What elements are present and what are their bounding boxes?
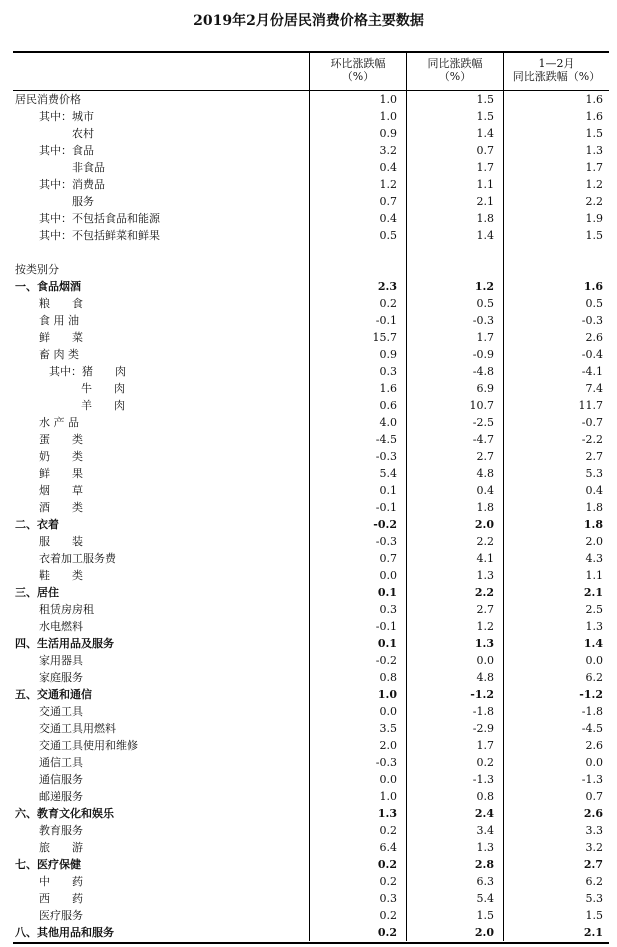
cell-mom: 0.2 bbox=[379, 297, 397, 310]
cell-mom: 2.0 bbox=[379, 739, 397, 752]
cell-yoy: 1.5 bbox=[476, 110, 494, 123]
spacer-row bbox=[13, 244, 609, 261]
cell-mom: 0.1 bbox=[379, 484, 397, 497]
cell-mom: 0.0 bbox=[379, 773, 397, 786]
cpi-table bbox=[13, 51, 609, 941]
table-row bbox=[13, 448, 609, 465]
row-label: 酒 类 bbox=[39, 501, 83, 514]
cell-ytd: -1.2 bbox=[579, 688, 603, 701]
cell-yoy: 2.2 bbox=[476, 535, 494, 548]
cell-mom: 6.4 bbox=[379, 841, 397, 854]
cell-mom: 0.1 bbox=[377, 586, 397, 599]
cell-ytd: 1.5 bbox=[585, 229, 603, 242]
cell-yoy: 2.0 bbox=[474, 926, 494, 939]
table-row bbox=[13, 227, 609, 244]
cell-mom: -4.5 bbox=[375, 433, 397, 446]
cell-yoy: 1.1 bbox=[476, 178, 494, 191]
table-row bbox=[13, 125, 609, 142]
cell-mom: -0.1 bbox=[375, 620, 397, 633]
cell-yoy: -1.2 bbox=[470, 688, 494, 701]
cell-yoy: 0.5 bbox=[476, 297, 494, 310]
table-row bbox=[13, 567, 609, 584]
cell-yoy: 1.3 bbox=[476, 569, 494, 582]
cell-yoy: 2.7 bbox=[476, 450, 494, 463]
cell-ytd: 1.5 bbox=[585, 909, 603, 922]
row-label: 居民消费价格 bbox=[15, 93, 81, 106]
cell-yoy: 2.2 bbox=[474, 586, 494, 599]
table-row bbox=[13, 839, 609, 856]
cell-mom: 0.2 bbox=[377, 858, 397, 871]
cell-ytd: 11.7 bbox=[578, 399, 603, 412]
table-row bbox=[13, 737, 609, 754]
cell-mom: -0.1 bbox=[375, 314, 397, 327]
cell-ytd: -4.5 bbox=[581, 722, 603, 735]
row-label: 非食品 bbox=[72, 161, 105, 174]
cell-mom: 0.2 bbox=[377, 926, 397, 939]
table-row bbox=[13, 720, 609, 737]
cell-mom: 1.0 bbox=[377, 688, 397, 701]
row-label: 衣着加工服务费 bbox=[39, 552, 116, 565]
table-row bbox=[13, 193, 609, 210]
header-yoy bbox=[406, 53, 503, 90]
table-row bbox=[13, 771, 609, 788]
header-mom bbox=[309, 53, 406, 90]
table-row bbox=[13, 142, 609, 159]
cell-mom: 1.6 bbox=[379, 382, 397, 395]
cell-ytd: 1.1 bbox=[585, 569, 603, 582]
cell-mom: 0.7 bbox=[379, 552, 397, 565]
table-row bbox=[13, 363, 609, 380]
table-row bbox=[13, 210, 609, 227]
cell-ytd: 2.5 bbox=[585, 603, 603, 616]
cell-yoy: 10.7 bbox=[469, 399, 494, 412]
cell-yoy: 2.1 bbox=[476, 195, 494, 208]
row-label: 其中：不包括食品和能源 bbox=[39, 212, 160, 225]
cell-yoy: 2.4 bbox=[474, 807, 494, 820]
cell-yoy: 2.7 bbox=[476, 603, 494, 616]
table-row bbox=[13, 907, 609, 924]
cell-ytd: 0.7 bbox=[585, 790, 603, 803]
row-label: 其中：食品 bbox=[39, 144, 94, 157]
cell-yoy: 1.7 bbox=[476, 331, 494, 344]
row-label: 粮 食 bbox=[39, 297, 83, 310]
table-row bbox=[13, 295, 609, 312]
cell-ytd: 2.7 bbox=[583, 858, 603, 871]
row-label: 蛋 类 bbox=[39, 433, 83, 446]
cell-yoy: -1.8 bbox=[472, 705, 494, 718]
row-label: 二、衣着 bbox=[15, 518, 59, 531]
table-row bbox=[13, 635, 609, 652]
cell-mom: 0.4 bbox=[379, 212, 397, 225]
cell-mom: 4.0 bbox=[379, 416, 397, 429]
row-label: 农村 bbox=[72, 127, 94, 140]
cell-mom: 1.0 bbox=[379, 110, 397, 123]
cell-mom: 0.6 bbox=[379, 399, 397, 412]
row-label: 水 产 品 bbox=[39, 416, 79, 429]
cell-ytd: 1.6 bbox=[583, 280, 603, 293]
cell-yoy: 1.5 bbox=[476, 909, 494, 922]
cell-yoy: 1.7 bbox=[476, 161, 494, 174]
table-row bbox=[13, 890, 609, 907]
cell-mom: 0.7 bbox=[379, 195, 397, 208]
cell-ytd: -0.3 bbox=[581, 314, 603, 327]
row-label: 家用器具 bbox=[39, 654, 83, 667]
table-row bbox=[13, 873, 609, 890]
row-label: 邮递服务 bbox=[39, 790, 83, 803]
cell-ytd: 1.3 bbox=[585, 620, 603, 633]
cell-ytd: 3.3 bbox=[585, 824, 603, 837]
row-label: 奶 类 bbox=[39, 450, 83, 463]
cell-yoy: -2.5 bbox=[472, 416, 494, 429]
cell-mom: 1.3 bbox=[377, 807, 397, 820]
cell-mom: 0.8 bbox=[379, 671, 397, 684]
cell-ytd: 2.6 bbox=[585, 739, 603, 752]
cell-yoy: 1.3 bbox=[474, 637, 494, 650]
cell-ytd: -4.1 bbox=[581, 365, 603, 378]
row-label: 鲜 果 bbox=[39, 467, 83, 480]
table-row bbox=[13, 856, 609, 873]
cell-ytd: -1.3 bbox=[581, 773, 603, 786]
cell-ytd: 1.5 bbox=[585, 127, 603, 140]
row-label: 服务 bbox=[72, 195, 94, 208]
cell-mom: 3.2 bbox=[379, 144, 397, 157]
table-row bbox=[13, 346, 609, 363]
cell-ytd: 0.4 bbox=[585, 484, 603, 497]
cell-ytd: 1.8 bbox=[583, 518, 603, 531]
header-ytd-line2: 同比涨跌幅（%） bbox=[512, 70, 601, 83]
cell-ytd: 2.0 bbox=[585, 535, 603, 548]
cell-ytd: 2.1 bbox=[583, 926, 603, 939]
cell-ytd: 4.3 bbox=[585, 552, 603, 565]
table-row bbox=[13, 533, 609, 550]
cell-mom: 0.9 bbox=[379, 127, 397, 140]
table-row bbox=[13, 159, 609, 176]
row-label: 食 用 油 bbox=[39, 314, 79, 327]
row-label: 中 药 bbox=[39, 875, 83, 888]
row-label: 六、教育文化和娱乐 bbox=[15, 807, 114, 820]
cell-yoy: 4.8 bbox=[476, 671, 494, 684]
row-label: 交通工具 bbox=[39, 705, 83, 718]
cell-yoy: 2.8 bbox=[474, 858, 494, 871]
cell-yoy: 6.3 bbox=[476, 875, 494, 888]
cell-ytd: 1.8 bbox=[585, 501, 603, 514]
cell-yoy: 1.8 bbox=[476, 212, 494, 225]
cell-yoy: -0.9 bbox=[472, 348, 494, 361]
row-label: 四、生活用品及服务 bbox=[15, 637, 114, 650]
cell-ytd: -1.8 bbox=[581, 705, 603, 718]
cell-mom: 1.0 bbox=[379, 93, 397, 106]
cell-yoy: -0.3 bbox=[472, 314, 494, 327]
cell-yoy: -2.9 bbox=[472, 722, 494, 735]
row-label: 七、医疗保健 bbox=[15, 858, 81, 871]
cell-mom: 0.0 bbox=[379, 705, 397, 718]
row-label: 八、其他用品和服务 bbox=[15, 926, 114, 939]
cell-yoy: 0.8 bbox=[476, 790, 494, 803]
row-label: 家庭服务 bbox=[39, 671, 83, 684]
cell-mom: -0.3 bbox=[375, 450, 397, 463]
cell-ytd: 2.6 bbox=[583, 807, 603, 820]
row-label: 三、居住 bbox=[15, 586, 59, 599]
row-label: 烟 草 bbox=[39, 484, 83, 497]
header-mom-line1: 环比涨跌幅 bbox=[330, 57, 386, 70]
cell-mom: 0.2 bbox=[379, 875, 397, 888]
table-row bbox=[13, 414, 609, 431]
cell-ytd: 5.3 bbox=[585, 892, 603, 905]
cell-mom: 0.2 bbox=[379, 824, 397, 837]
cell-ytd: 1.6 bbox=[585, 93, 603, 106]
cell-ytd: 1.6 bbox=[585, 110, 603, 123]
cell-mom: 5.4 bbox=[379, 467, 397, 480]
cell-mom: 0.2 bbox=[379, 909, 397, 922]
page-title: 2019年2月份居民消费价格主要数据 bbox=[193, 13, 424, 29]
row-label: 通信服务 bbox=[39, 773, 83, 786]
row-label: 鞋 类 bbox=[39, 569, 83, 582]
table-row bbox=[13, 584, 609, 601]
table-row bbox=[13, 550, 609, 567]
cell-ytd: 0.5 bbox=[585, 297, 603, 310]
table-row bbox=[13, 686, 609, 703]
cell-mom: 0.3 bbox=[379, 365, 397, 378]
table-row bbox=[13, 176, 609, 193]
cell-mom: 0.4 bbox=[379, 161, 397, 174]
cell-mom: 0.3 bbox=[379, 603, 397, 616]
cell-ytd: 2.7 bbox=[585, 450, 603, 463]
header-yoy-line2: （%） bbox=[438, 70, 472, 83]
table-row bbox=[13, 278, 609, 295]
cell-mom: 0.9 bbox=[379, 348, 397, 361]
cell-yoy: -4.7 bbox=[472, 433, 494, 446]
cell-yoy: 0.0 bbox=[476, 654, 494, 667]
row-label: 畜 肉 类 bbox=[39, 348, 79, 361]
cell-ytd: 3.2 bbox=[585, 841, 603, 854]
cell-ytd: -0.4 bbox=[581, 348, 603, 361]
table-row bbox=[13, 397, 609, 414]
cell-ytd: -2.2 bbox=[581, 433, 603, 446]
row-label: 一、食品烟酒 bbox=[15, 280, 81, 293]
cell-mom: 2.3 bbox=[377, 280, 397, 293]
header-yoy-line1: 同比涨跌幅 bbox=[427, 57, 483, 70]
cell-mom: 1.2 bbox=[379, 178, 397, 191]
header-ytd bbox=[503, 53, 609, 90]
cell-yoy: 1.4 bbox=[476, 127, 494, 140]
cell-yoy: 1.2 bbox=[474, 280, 494, 293]
cell-mom: 0.0 bbox=[379, 569, 397, 582]
cell-yoy: 1.2 bbox=[476, 620, 494, 633]
table-row bbox=[13, 516, 609, 533]
cell-ytd: 0.0 bbox=[585, 654, 603, 667]
cell-mom: -0.1 bbox=[375, 501, 397, 514]
cell-ytd: 0.0 bbox=[585, 756, 603, 769]
table-row bbox=[13, 431, 609, 448]
cell-ytd: 5.3 bbox=[585, 467, 603, 480]
row-label: 交通工具使用和维修 bbox=[39, 739, 138, 752]
table-row bbox=[13, 380, 609, 397]
table-row bbox=[13, 465, 609, 482]
cell-ytd: 7.4 bbox=[585, 382, 603, 395]
cell-mom: -0.3 bbox=[375, 756, 397, 769]
row-label: 服 装 bbox=[39, 535, 83, 548]
table-row bbox=[13, 754, 609, 771]
table-row bbox=[13, 788, 609, 805]
row-label: 教育服务 bbox=[39, 824, 83, 837]
table-row bbox=[13, 329, 609, 346]
cell-ytd: 1.7 bbox=[585, 161, 603, 174]
row-label: 西 药 bbox=[39, 892, 83, 905]
cell-yoy: 0.2 bbox=[476, 756, 494, 769]
row-label: 牛 肉 bbox=[81, 382, 125, 395]
table-bottom-rule bbox=[13, 942, 609, 944]
cell-yoy: 1.8 bbox=[476, 501, 494, 514]
cell-mom: 15.7 bbox=[372, 331, 397, 344]
table-row bbox=[13, 805, 609, 822]
cell-yoy: 1.7 bbox=[476, 739, 494, 752]
cell-ytd: 1.2 bbox=[585, 178, 603, 191]
table-row bbox=[13, 822, 609, 839]
row-label: 其中：猪 肉 bbox=[49, 365, 126, 378]
cell-ytd: -0.7 bbox=[581, 416, 603, 429]
table-header bbox=[13, 53, 609, 91]
table-row bbox=[13, 108, 609, 125]
cell-yoy: 1.3 bbox=[476, 841, 494, 854]
table-row bbox=[13, 652, 609, 669]
table-body bbox=[13, 91, 609, 941]
table-row bbox=[13, 499, 609, 516]
table-row bbox=[13, 601, 609, 618]
cell-mom: 0.1 bbox=[377, 637, 397, 650]
cell-ytd: 6.2 bbox=[585, 875, 603, 888]
row-label: 旅 游 bbox=[39, 841, 83, 854]
cell-yoy: 4.8 bbox=[476, 467, 494, 480]
cell-yoy: 0.7 bbox=[476, 144, 494, 157]
cell-yoy: -1.3 bbox=[472, 773, 494, 786]
row-label: 五、交通和通信 bbox=[15, 688, 92, 701]
row-label: 其中：城市 bbox=[39, 110, 94, 123]
cell-mom: 3.5 bbox=[379, 722, 397, 735]
cell-yoy: 2.0 bbox=[474, 518, 494, 531]
cell-yoy: 5.4 bbox=[476, 892, 494, 905]
table-row bbox=[13, 91, 609, 108]
cell-yoy: -4.8 bbox=[472, 365, 494, 378]
row-label: 其中：不包括鲜菜和鲜果 bbox=[39, 229, 160, 242]
row-label: 医疗服务 bbox=[39, 909, 83, 922]
table-row bbox=[13, 618, 609, 635]
cell-ytd: 2.6 bbox=[585, 331, 603, 344]
cell-ytd: 2.1 bbox=[583, 586, 603, 599]
table-row bbox=[13, 261, 609, 278]
cell-mom: -0.2 bbox=[373, 518, 397, 531]
cell-ytd: 1.3 bbox=[585, 144, 603, 157]
cell-ytd: 6.2 bbox=[585, 671, 603, 684]
table-row bbox=[13, 312, 609, 329]
row-label: 其中：消费品 bbox=[39, 178, 105, 191]
row-label: 按类别分 bbox=[15, 263, 59, 276]
cell-ytd: 1.9 bbox=[585, 212, 603, 225]
cell-mom: 0.5 bbox=[379, 229, 397, 242]
row-label: 租赁房房租 bbox=[39, 603, 94, 616]
cell-yoy: 4.1 bbox=[476, 552, 494, 565]
header-mom-line2: （%） bbox=[341, 70, 375, 83]
cell-ytd: 2.2 bbox=[585, 195, 603, 208]
cell-yoy: 1.5 bbox=[476, 93, 494, 106]
row-label: 羊 肉 bbox=[81, 399, 125, 412]
cell-mom: 0.3 bbox=[379, 892, 397, 905]
table-row bbox=[13, 924, 609, 941]
cell-ytd: 1.4 bbox=[583, 637, 603, 650]
row-label: 水电燃料 bbox=[39, 620, 83, 633]
cell-mom: 1.0 bbox=[379, 790, 397, 803]
table-row bbox=[13, 669, 609, 686]
cell-yoy: 0.4 bbox=[476, 484, 494, 497]
header-ytd-line1: 1—2月 bbox=[538, 57, 575, 70]
table-row bbox=[13, 482, 609, 499]
cell-yoy: 6.9 bbox=[476, 382, 494, 395]
cell-yoy: 1.4 bbox=[476, 229, 494, 242]
cell-mom: -0.3 bbox=[375, 535, 397, 548]
table-row bbox=[13, 703, 609, 720]
cell-yoy: 3.4 bbox=[476, 824, 494, 837]
row-label: 交通工具用燃料 bbox=[39, 722, 116, 735]
row-label: 鲜 菜 bbox=[39, 331, 83, 344]
cell-mom: -0.2 bbox=[375, 654, 397, 667]
row-label: 通信工具 bbox=[39, 756, 83, 769]
